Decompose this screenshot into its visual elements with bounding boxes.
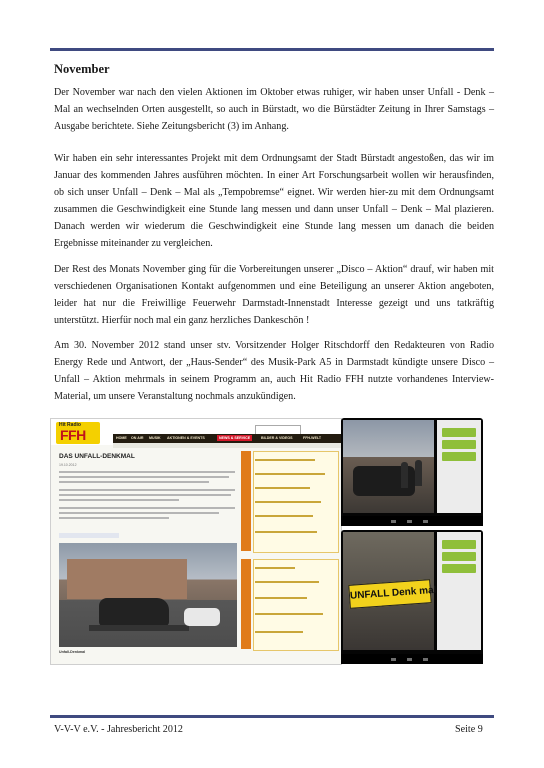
sidebar-line [255,515,313,517]
article-date: 19.10.2012 [59,463,77,467]
sidebar-line [255,597,307,599]
tablet-panel-button [442,540,476,549]
website-sidebar [241,451,337,656]
text-line [59,489,235,491]
tablet-nav-bar [341,654,483,664]
sidebar-line [255,567,295,569]
back-icon [391,520,396,523]
photo-wrecked-car [99,598,169,626]
sidebar-line [255,473,325,475]
paragraph-4: Am 30. November 2012 stand unser stv. Vorsitzender Holger Ritschdorff den Redakteuren von Radio Energy Rede und Antwort, der „Haus-Sender“ des Musik-Park A5 in Darmstadt kündigte unsere Disco – Unfall – Aktion mehrmals in seinem Programm an, auch Hit Radio FFH nutzte vorhandenes Interview-Material, um unsere Veranstaltung nochmals anzukündigen. [54,340,494,402]
section-heading: November [54,62,110,76]
ffh-logo-text: FFH [60,427,86,443]
sidebar-line [255,459,315,461]
nav-item: MUSIK [149,436,161,440]
text-line [59,476,229,478]
sidebar-line [255,501,321,503]
back-icon [391,658,396,661]
text-line [59,512,219,514]
photo-person [415,460,422,486]
recent-apps-icon [423,658,428,661]
paragraph-2: Wir haben ein sehr interessantes Projekt mit dem Ordnungsamt der Stadt Bürstadt angestoßen, das wir im Januar des kommenden Jahres ausführen möchten. In einer Art Forschungsarbeit wollen wir herausfinden, ob sich unser Unfall – Denk – Mal als „Tempobremse“ eignet. Wir werden hier-zu mit dem Ordnungsamt zusammen die Geschwindigkeit eine Stunde lang messen und dann unser Unfall – Denk – Mal plazieren. Danach werden wir wiederum die Geschwindigkeit eine Stunde lang messen um danach die beiden Ergebnisse miteinander zu vergleichen. [54,153,494,249]
footer-rule [50,715,494,718]
sign-photo [343,532,437,650]
text-line [59,507,235,509]
ffh-logo-small-text: Hit Radio [59,422,81,428]
photo-building [67,559,187,599]
nav-item: AKTIONEN & EVENTS [167,436,205,440]
tablet-panel-button [442,452,476,461]
recent-apps-icon [423,520,428,523]
tablet-panel-button [442,428,476,437]
text-line [59,517,169,519]
tablet-screenshot-sign [341,530,483,664]
sidebar-line [255,581,319,583]
photo-caption: Unfall-Denkmal [59,650,86,654]
tablet-side-panel [437,420,481,513]
paragraph-1: Der November war nach den vielen Aktionen im Oktober etwas ruhiger, wir haben unser Unfall - Denk – Mal an wechselnden Orten ausgestellt, so auch in Bürstadt, wo die Bürstädter Zeitung in Ihrer Samstags – Ausgabe berichtete. Siehe Zeitungsbericht (3) im Anhang. [54,87,494,132]
nav-item-active: NEWS & SERVICE [219,436,251,440]
nav-item: ON AIR [131,436,144,440]
sidebar-line [255,487,310,489]
website-subnav [113,443,341,448]
tablet-panel-button [442,552,476,561]
page-number: Seite 9 [455,724,483,735]
nav-item: HOME [116,436,127,440]
photo-person [401,462,408,488]
tablet-panel-button [442,440,476,449]
share-bar [59,533,119,538]
sidebar-line [255,531,317,533]
paragraph-3: Der Rest des Monats November ging für die Vorbereitungen unserer „Disco – Aktion“ drauf, wir haben mit verschiedenen Organisationen Kontakt aufgenommen und eine Beteiligung an unserer Aktion angeboten, leider hat nur die Freiwillige Feuerwehr Darmstadt-Innenstadt Interesse gezeigt und uns tatkräftig unterstützt. Hierfür noch mal ein ganz herzliches Dankeschön ! [54,264,494,326]
text-line [59,471,235,473]
photo-white-car [184,608,220,626]
sidebar-tab [241,451,251,551]
footer-report-title: V-V-V e.V. - Jahresbericht 2012 [54,724,183,735]
article-title: DAS UNFALL-DENKMAL [59,453,135,460]
sidebar-tab [241,559,251,649]
sidebar-box [253,559,339,651]
home-icon [407,658,412,661]
unfall-denkmal-photo [59,543,237,647]
street-photo [343,420,434,513]
ffh-logo [56,422,100,444]
sidebar-line [255,613,323,615]
unfall-denkmal-sign [348,579,437,609]
nav-item: BILDER & VIDEOS [261,436,293,440]
tablet-screenshot-street [341,418,483,526]
photo-trailer [89,625,189,631]
header-rule [50,48,494,51]
nav-item: FFH-WELT [303,436,322,440]
sidebar-line [255,631,303,633]
text-line [59,494,231,496]
tablet-nav-bar [341,516,483,526]
text-line [59,499,179,501]
tablet-panel-button [442,564,476,573]
home-icon [407,520,412,523]
text-line [59,481,209,483]
website-nav [113,434,341,443]
sign-text: UNFALL Denk mal [349,584,437,602]
ffh-website-screenshot [50,418,342,665]
tablet-side-panel [437,532,481,650]
